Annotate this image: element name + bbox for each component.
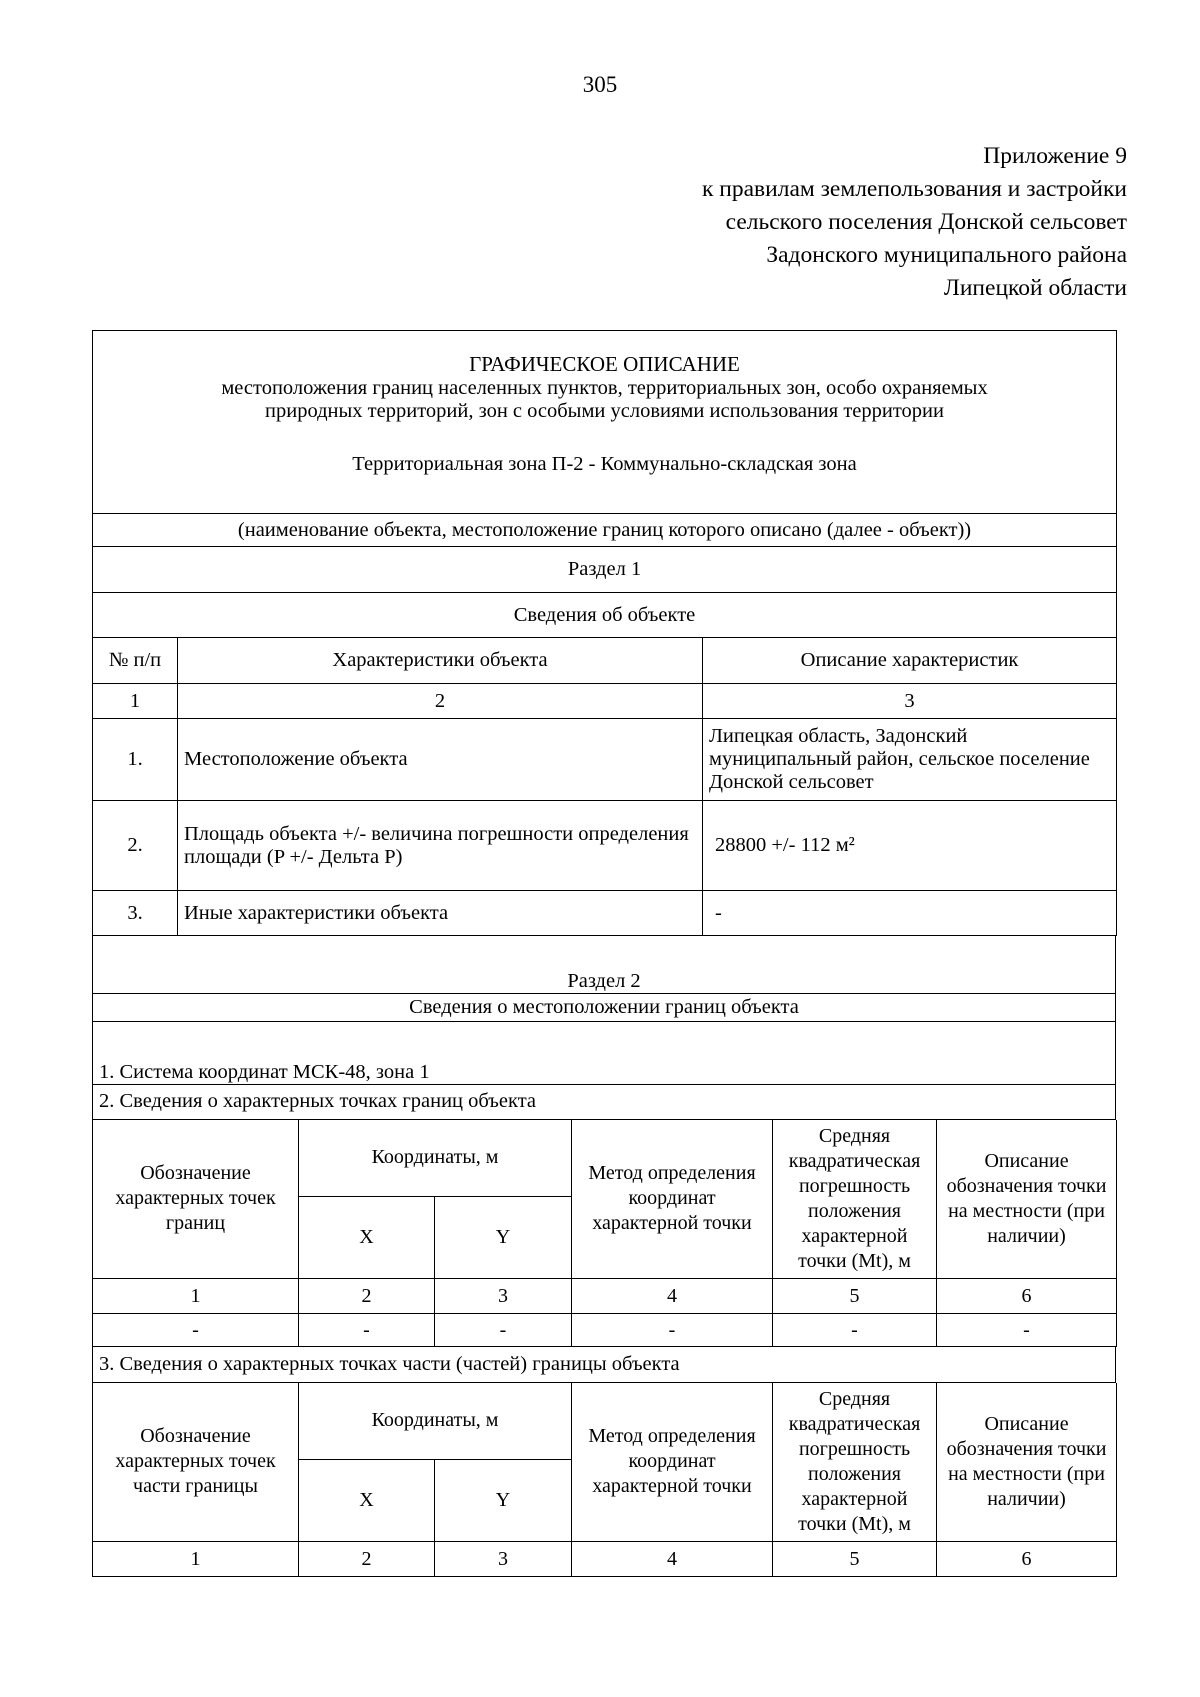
appendix-line: Липецкой области bbox=[943, 275, 1127, 301]
column-number: 4 bbox=[572, 1542, 773, 1577]
column-number: 3 bbox=[703, 684, 1117, 719]
table-cell: - bbox=[93, 1314, 299, 1347]
section2-table bbox=[92, 936, 1116, 1120]
row-number: 1. bbox=[93, 719, 178, 801]
row-description: Липецкая область, Задонский муниципальный район, сельское поселение Донской сельсовет bbox=[703, 719, 1117, 801]
column-number: 3 bbox=[435, 1279, 572, 1314]
coordinate-system: 1. Система координат МСК-48, зона 1 bbox=[93, 1021, 1116, 1084]
column-number: 5 bbox=[773, 1542, 937, 1577]
document-subtitle-line: природных территорий, зон с особыми условиями использования территории bbox=[265, 400, 944, 422]
header-designation: Обозначение характерных точек границ bbox=[93, 1120, 299, 1279]
row-description: 28800 +/- 112 м² bbox=[703, 801, 1117, 891]
table-cell: - bbox=[572, 1314, 773, 1347]
table-cell: - bbox=[435, 1314, 572, 1347]
table-cell: - bbox=[299, 1314, 435, 1347]
table-row bbox=[93, 1314, 1117, 1347]
column-header-description: Описание характеристик bbox=[703, 638, 1117, 684]
column-header-number: № п/п bbox=[93, 638, 178, 684]
column-number: 3 bbox=[435, 1542, 572, 1577]
section1-title: Раздел 1 bbox=[93, 547, 1117, 593]
row-characteristic: Площадь объекта +/- величина погрешности определения площади (P +/- Дельта P) bbox=[178, 801, 703, 891]
header-cell bbox=[93, 331, 1117, 514]
zone-caption: (наименование объекта, местоположение границ которого описано (далее - объект)) bbox=[93, 514, 1117, 547]
column-number: 1 bbox=[93, 684, 178, 719]
appendix-line: Приложение 9 bbox=[983, 143, 1127, 169]
column-number: 5 bbox=[773, 1279, 937, 1314]
row-characteristic: Иные характеристики объекта bbox=[178, 891, 703, 936]
header-designation: Обозначение характерных точек части границы bbox=[93, 1383, 299, 1542]
column-number: 1 bbox=[93, 1542, 299, 1577]
row-number: 2. bbox=[93, 801, 178, 891]
column-number: 2 bbox=[178, 684, 703, 719]
appendix-line: Задонского муниципального района bbox=[766, 242, 1127, 268]
parts-title: 3. Сведения о характерных точках части (частей) границы объекта bbox=[93, 1347, 1116, 1382]
header-error: Средняя квадратическая погрешность положения характерной точки (Mt), м bbox=[773, 1120, 937, 1279]
table-row bbox=[93, 719, 1117, 801]
column-number: 2 bbox=[299, 1542, 435, 1577]
zone-name: Территориальная зона П-2 - Коммунально-складская зона bbox=[352, 453, 857, 475]
appendix-line: сельского поселения Донской сельсовет bbox=[725, 209, 1127, 235]
table-cell: - bbox=[773, 1314, 937, 1347]
section1-table bbox=[92, 330, 1117, 936]
table-row bbox=[93, 891, 1117, 936]
header-x: X bbox=[299, 1460, 435, 1542]
header-method: Метод определения координат характерной точки bbox=[572, 1383, 773, 1542]
header-coordinates: Координаты, м bbox=[299, 1383, 572, 1460]
parts-title-table bbox=[92, 1347, 1116, 1383]
row-description: - bbox=[703, 891, 1117, 936]
appendix-block bbox=[702, 140, 1127, 305]
column-number: 4 bbox=[572, 1279, 773, 1314]
header-point-description: Описание обозначения точки на местности (при наличии) bbox=[937, 1383, 1117, 1542]
table-cell: - bbox=[937, 1314, 1117, 1347]
document-title: ГРАФИЧЕСКОЕ ОПИСАНИЕ bbox=[469, 352, 740, 376]
appendix-line: к правилам землепользования и застройки bbox=[702, 176, 1127, 202]
header-point-description: Описание обозначения точки на местности (при наличии) bbox=[937, 1120, 1117, 1279]
table-row bbox=[93, 801, 1117, 891]
document-frame bbox=[92, 330, 1116, 1577]
section2-title: Раздел 2 bbox=[93, 936, 1116, 993]
column-number: 6 bbox=[937, 1279, 1117, 1314]
column-number: 1 bbox=[93, 1279, 299, 1314]
section2-subtitle: Сведения о местоположении границ объекта bbox=[93, 993, 1116, 1021]
header-method: Метод определения координат характерной точки bbox=[572, 1120, 773, 1279]
header-error: Средняя квадратическая погрешность положения характерной точки (Mt), м bbox=[773, 1383, 937, 1542]
header-y: Y bbox=[435, 1197, 572, 1279]
row-characteristic: Местоположение объекта bbox=[178, 719, 703, 801]
header-y: Y bbox=[435, 1460, 572, 1542]
page-number: 305 bbox=[582, 72, 618, 97]
row-number: 3. bbox=[93, 891, 178, 936]
column-number: 6 bbox=[937, 1542, 1117, 1577]
parts-table bbox=[92, 1383, 1117, 1578]
points-title: 2. Сведения о характерных точках границ объекта bbox=[93, 1084, 1116, 1119]
header-coordinates: Координаты, м bbox=[299, 1120, 572, 1197]
column-number: 2 bbox=[299, 1279, 435, 1314]
column-header-characteristic: Характеристики объекта bbox=[178, 638, 703, 684]
header-x: X bbox=[299, 1197, 435, 1279]
section1-subtitle: Сведения об объекте bbox=[93, 593, 1117, 638]
document-subtitle-line: местоположения границ населенных пунктов, территориальных зон, особо охраняемых bbox=[221, 377, 988, 399]
points-table bbox=[92, 1120, 1117, 1348]
